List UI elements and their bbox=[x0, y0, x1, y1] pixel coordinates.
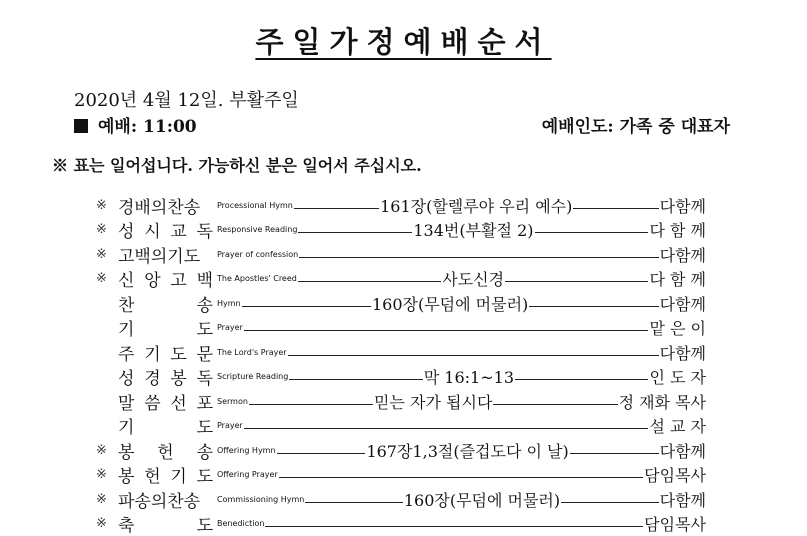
leader-line bbox=[561, 502, 658, 503]
item-label: 성 경 봉 독 bbox=[118, 364, 213, 389]
service-item bbox=[96, 512, 706, 536]
service-item bbox=[96, 316, 706, 341]
leader-line bbox=[277, 453, 366, 454]
item-person: 다함께 bbox=[660, 488, 706, 511]
service-item bbox=[96, 487, 706, 512]
item-content: 160장(무덤에 머물러) bbox=[404, 488, 560, 511]
page-title: 주일가정예배순서 bbox=[0, 20, 807, 61]
item-english-label: Processional Hymn bbox=[217, 201, 293, 210]
item-label: 주 기 도 문 bbox=[118, 340, 213, 365]
worship-leader: 예배인도: 가족 중 대표자 bbox=[542, 112, 730, 137]
item-english-label: Sermon bbox=[217, 397, 248, 406]
item-label: 찬 송 bbox=[118, 291, 213, 316]
item-english-label: The Apostles' Creed bbox=[217, 274, 297, 283]
service-item bbox=[96, 365, 706, 390]
item-label: 기 도 bbox=[118, 413, 213, 438]
item-content: 167장1,3절(즐겁도다 이 날) bbox=[366, 439, 568, 462]
square-bullet-icon bbox=[74, 119, 88, 133]
item-english-label: Benediction bbox=[217, 519, 264, 528]
item-english-label: Responsive Reading bbox=[217, 225, 297, 234]
item-person: 인 도 자 bbox=[649, 365, 706, 388]
item-person: 다함께 bbox=[660, 439, 706, 462]
item-content: 134번(부활절 2) bbox=[413, 218, 533, 241]
item-label: 봉 헌 기 도 bbox=[118, 462, 213, 487]
leader-line bbox=[493, 404, 617, 405]
leader-line bbox=[279, 477, 643, 478]
item-content: 161장(할렐루야 우리 예수) bbox=[380, 194, 572, 217]
leader-line bbox=[265, 526, 643, 527]
item-english-label: Offering Prayer bbox=[217, 470, 278, 479]
item-label: 성 시 교 독 bbox=[118, 217, 213, 242]
item-english-label: Scripture Reading bbox=[217, 372, 288, 381]
order-of-service-list bbox=[96, 193, 706, 536]
leader-line bbox=[289, 379, 422, 380]
item-english-label: Prayer bbox=[217, 421, 243, 430]
standing-mark: ※ bbox=[96, 492, 118, 507]
leader-line bbox=[529, 306, 658, 307]
standing-mark: ※ bbox=[96, 198, 118, 213]
standing-mark: ※ bbox=[96, 247, 118, 262]
item-person: 다함께 bbox=[660, 243, 706, 266]
item-english-label: Hymn bbox=[217, 299, 241, 308]
item-person: 정 재화 목사 bbox=[619, 390, 706, 413]
standing-mark: ※ bbox=[96, 443, 118, 458]
leader-line bbox=[298, 281, 441, 282]
item-content: 믿는 자가 됩시다 bbox=[374, 390, 492, 413]
service-item bbox=[96, 218, 706, 243]
leader-line bbox=[294, 208, 379, 209]
item-label: 축 도 bbox=[118, 511, 213, 536]
service-item bbox=[96, 193, 706, 218]
leader-line bbox=[299, 257, 658, 258]
item-content: 사도신경 bbox=[442, 267, 504, 290]
leader-line bbox=[242, 306, 371, 307]
leader-line bbox=[515, 379, 648, 380]
leader-line bbox=[505, 281, 648, 282]
item-label: 고백의기도 bbox=[118, 242, 213, 267]
service-item bbox=[96, 389, 706, 414]
item-label: 기 도 bbox=[118, 315, 213, 340]
item-person: 다 함 께 bbox=[649, 267, 706, 290]
item-english-label: Offering Hymn bbox=[217, 446, 276, 455]
leader-line bbox=[288, 355, 659, 356]
leader-line bbox=[249, 404, 373, 405]
item-content: 160장(무덤에 머물러) bbox=[372, 292, 528, 315]
item-english-label: Commissioning Hymn bbox=[217, 495, 304, 504]
service-item bbox=[96, 414, 706, 439]
item-label: 말 씀 선 포 bbox=[118, 389, 213, 414]
service-item bbox=[96, 267, 706, 292]
leader-line bbox=[244, 428, 649, 429]
service-item bbox=[96, 340, 706, 365]
item-person: 다함께 bbox=[660, 194, 706, 217]
standing-mark: ※ bbox=[96, 467, 118, 482]
standing-mark: ※ bbox=[96, 222, 118, 237]
leader-line bbox=[244, 330, 649, 331]
item-english-label: Prayer of confession bbox=[217, 250, 298, 259]
leader-line bbox=[298, 232, 412, 233]
service-time-text: 예배: 11:00 bbox=[98, 117, 197, 137]
item-label: 신 앙 고 백 bbox=[118, 266, 213, 291]
leader-line bbox=[305, 502, 402, 503]
item-person: 담임목사 bbox=[644, 512, 706, 535]
item-content: 막 16:1~13 bbox=[424, 365, 514, 388]
item-person: 담임목사 bbox=[644, 463, 706, 486]
service-item bbox=[96, 242, 706, 267]
item-person: 다 함 께 bbox=[649, 218, 706, 241]
leader-line bbox=[573, 208, 658, 209]
leader-line bbox=[570, 453, 659, 454]
item-person: 다함께 bbox=[660, 341, 706, 364]
standing-notice: ※ 표는 일어섭니다. 가능하신 분은 일어서 주십시오. bbox=[52, 153, 422, 176]
leader-line bbox=[535, 232, 649, 233]
item-english-label: The Lord's Prayer bbox=[217, 348, 287, 357]
item-english-label: Prayer bbox=[217, 323, 243, 332]
item-label: 경배의찬송 bbox=[118, 193, 213, 218]
item-label: 봉 헌 송 bbox=[118, 438, 213, 463]
standing-mark: ※ bbox=[96, 516, 118, 531]
item-person: 다함께 bbox=[660, 292, 706, 315]
service-item bbox=[96, 438, 706, 463]
item-person: 설 교 자 bbox=[649, 414, 706, 437]
service-item bbox=[96, 291, 706, 316]
service-time bbox=[74, 112, 197, 137]
service-item bbox=[96, 463, 706, 488]
item-person: 맡 은 이 bbox=[649, 316, 706, 339]
item-label: 파송의찬송 bbox=[118, 487, 213, 512]
standing-mark: ※ bbox=[96, 271, 118, 286]
service-date: 2020년 4월 12일. 부활주일 bbox=[74, 86, 299, 112]
